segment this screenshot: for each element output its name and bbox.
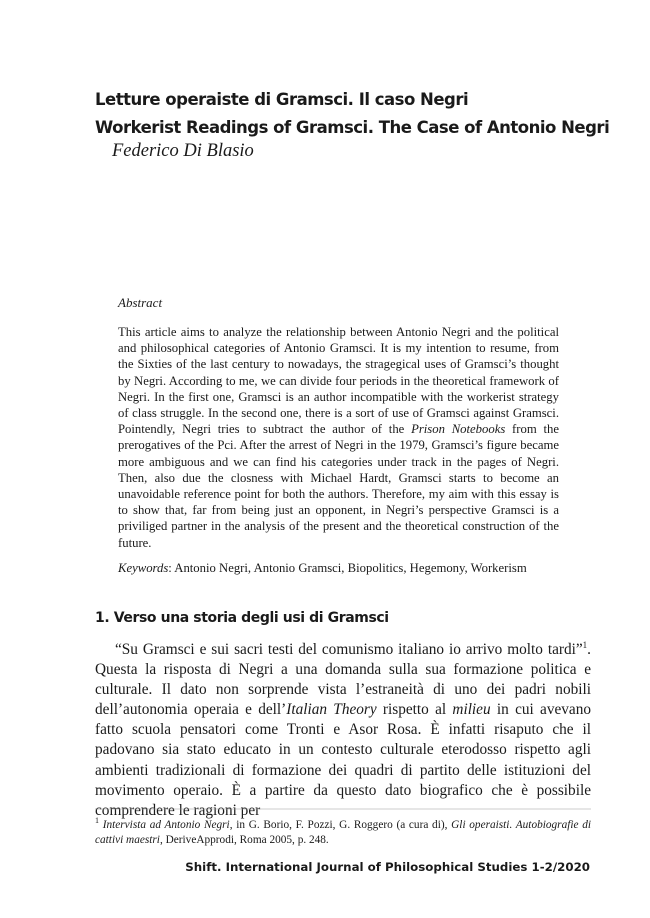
body-italic-2: milieu: [452, 701, 491, 719]
footnote-italic-2: Gli operaisti. Autobiografie di cattivi maestri: [95, 819, 591, 846]
footnote-text-2: , DeriveApprodi, Roma 2005, p. 248.: [159, 833, 329, 846]
keywords-label: Keywords: [118, 561, 169, 575]
keywords-list: : Antonio Negri, Antonio Gramsci, Biopolitics, Hegemony, Workerism: [168, 561, 527, 575]
footnote-text-1: , in G. Borio, F. Pozzi, G. Roggero (a cura di),: [229, 819, 452, 831]
footnote-separator: [95, 808, 591, 810]
footnote-italic-1: Intervista ad Antonio Negri: [102, 819, 230, 831]
abstract-text: [118, 324, 559, 551]
author-name: Federico Di Blasio: [112, 141, 254, 161]
body-text-2: rispetto al: [376, 701, 453, 719]
body-text-3: in cui avevano fatto scuola pensatori come Tronti e Asor Rosa. È infatti risaputo che il padovano sia stato educato in un contesto culturale eterodosso rispetto agli ambienti tradizionali di formazione dei quadri di partito delle istituzioni del movimento operaio. È a partire da questo dato biografico che è possibile comprendere le ragioni per: [95, 701, 591, 819]
abstract-text-part2: from the prerogatives of the Pci. After the arrest of Negri in the 1979, Gramsci’s figure became more ambiguous and we can find his categories under track in the pages of Negri. Then, also due the closness with Michael Hardt, Gramsci starts to become an unavoidable reference point for both the authors. Therefore, my aim with this essay is to show that, far from being just an opponent, in Negri’s perspective Gramsci is a priviliged partner in the analysis of the present and the theoretical construction of the future.: [118, 422, 560, 550]
section-title: 1. Verso una storia degli usi di Gramsci: [95, 610, 389, 626]
abstract-heading: Abstract: [118, 295, 163, 310]
footnote-reference[interactable]: 1: [582, 639, 588, 650]
abstract-text-part1: This article aims to analyze the relationship between Antonio Negri and the political and philosophical categories of Antonio Gramsci. It is my intention to resume, from the Sixties of the last century to nowadays, the stragegical uses of Gramsci’s thought by Negri. According to me, we can divide four periods in the theoretical framework of Negri. In the first one, Gramsci is an author incompatible with the workerist strategy of class struggle. In the second one, there is a sort of use of Gramsci against Gramsci. Pointendly, Negri tries to subtract the author of the: [118, 325, 559, 437]
body-text-1: . Questa la risposta di Negri a una domanda sulla sua formazione politica e culturale. Il dato non sorprende vista l’estraneità di uno dei padri nobili dell’autonomia operaia e dell’: [95, 641, 591, 719]
body-italic-1: Italian Theory: [286, 701, 377, 719]
body-paragraph: [95, 640, 591, 821]
footnote: [95, 818, 591, 847]
journal-footer: Shift. International Journal of Philosophical Studies 1-2/2020: [185, 860, 590, 874]
abstract-text-italic: Prison Notebooks: [411, 422, 506, 437]
footnote-mark: 1: [95, 816, 99, 826]
article-title-italian: Letture operaiste di Gramsci. Il caso Negri: [95, 90, 469, 109]
keywords: [118, 561, 578, 576]
body-quote: “Su Gramsci e sui sacri testi del comunismo italiano io arrivo molto tardi”: [115, 641, 583, 658]
article-title-english: Workerist Readings of Gramsci. The Case of Antonio Negri: [95, 118, 610, 137]
